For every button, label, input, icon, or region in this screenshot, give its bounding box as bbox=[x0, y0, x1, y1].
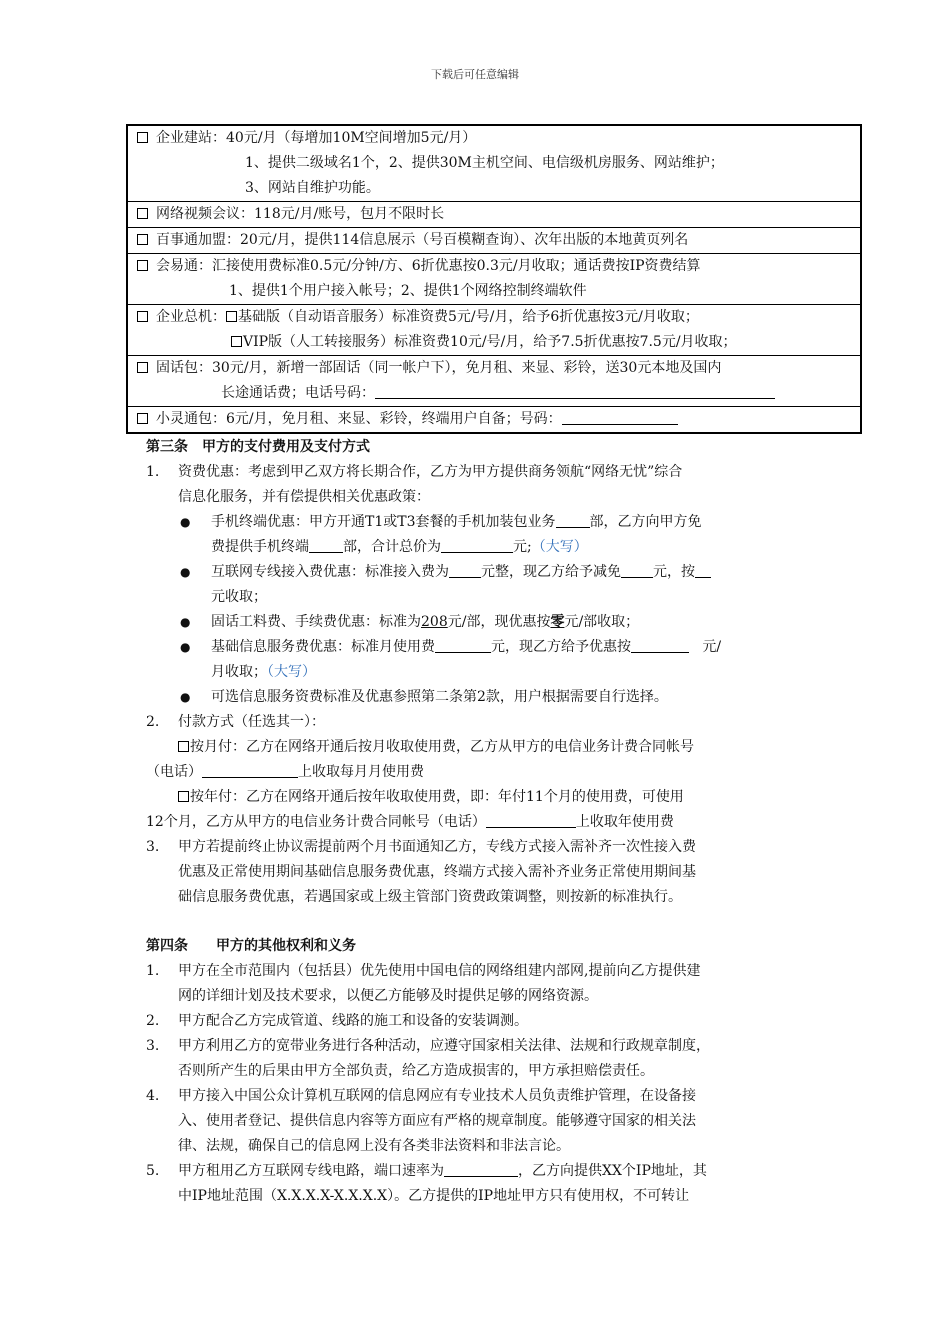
checkbox[interactable] bbox=[137, 234, 148, 245]
bullet-icon: ● bbox=[180, 690, 191, 704]
option-video-conference: 网络视频会议：118元/月/账号，包月不限时长 bbox=[128, 202, 860, 228]
bullet-item: ● 互联网专线接入费优惠：标准接入费为 元整，现乙方给予减免 元，按 bbox=[0, 560, 950, 585]
bullet-item: ● 可选信息服务资费标准及优惠参照第二条第2款，用户根据需要自行选择。 bbox=[0, 685, 950, 710]
checkbox[interactable] bbox=[137, 260, 148, 271]
bullet-item: ● 固话工料费、手续费优惠：标准为208元/部，现优惠按零元/部收取； bbox=[0, 610, 950, 635]
option-enterprise-site: 企业建站：40元/月（每增加10M空间增加5元/月） 1、提供二级域名1个，2、提供30M主机空间、电信级机房服务、网站维护； 3、网站自维护功能。 bbox=[128, 126, 860, 202]
checkbox-yearly[interactable] bbox=[178, 791, 189, 802]
page-header: 下载后可任意编辑 bbox=[431, 68, 519, 81]
bullet-item: ● 手机终端优惠：甲方开通T1或T3套餐的手机加装包业务 部，乙方向甲方免 bbox=[0, 510, 950, 535]
option-landline-pack: 固话包：30元/月，新增一部固话（同一帐户下），免月租、来显、彩铃，送30元本地及国内 长途通话费；电话号码： bbox=[128, 356, 860, 407]
option-phs-pack: 小灵通包：6元/月，免月租、来显、彩铃，终端用户自备；号码： bbox=[128, 407, 860, 432]
bullet-item: ● 基础信息服务费优惠：标准月使用费 元，现乙方给予优惠按 元/ bbox=[0, 635, 950, 660]
checkbox[interactable] bbox=[137, 132, 148, 143]
checkbox-monthly[interactable] bbox=[178, 741, 189, 752]
checkbox[interactable] bbox=[137, 362, 148, 373]
phone-number-blank[interactable] bbox=[375, 384, 775, 399]
option-baishitong: 百事通加盟：20元/月，提供114信息展示（号百模糊查询）、次年出版的本地黄页列名 bbox=[128, 228, 860, 254]
bullet-icon: ● bbox=[180, 640, 191, 654]
bullet-icon: ● bbox=[180, 615, 191, 629]
section-3-title: 第三条 甲方的支付费用及支付方式 bbox=[146, 439, 370, 455]
contract-body: 第三条 甲方的支付费用及支付方式 1. 资费优惠：考虑到甲乙双方将长期合作，乙方为甲方提供商务领航“网络无忧”综合 信息化服务，并有偿提供相关优惠政策： ● 手机终端优惠：甲方开通T1或T3套餐的手机加装包业务 部，乙方向甲方免 费提供手机终端 部，合计总价为 元;（大写） ● 互联网专线接入费优惠：标准接入费为 元整，现乙方给予减免 元，按 元收取； ● 固话工料费、手续费优惠：标准为208元/部，现优惠按零元/部收取； ● 基础信息服务费优惠：标准月使用费 元，现乙方给予优惠按 元/ 月收取；（大写） ● 可选信息服务资费标准及优惠参照第二条第2款，用户根据需要自行选择。 2. 付款方式（任选其一）： 按月付：乙方在网络开通后按月收取使用费，乙方从甲方的电信业务计费合同帐号 （电话） 上收取每月月使用费 按年付：乙方在网络开通后按年收取使用费，即：年付11个月的使用费，可使用 12个月，乙方从甲方的电信业务计费合同帐号（电话） 上收取年使用费 3. 甲方若提前终止协议需提前两个月书面通知乙方，专线方式接入需补齐一次性接入费 优惠及正常使用期间基础信息服务费优惠，终端方式接入需补齐业务正常使用期间基 础信息服务费优惠，若遇国家或上级主管部门资费政策调整，则按新的标准执行。 第四条 甲方的其他权利和义务 1. 甲方在全市范围内（包括县）优先使用中国电信的网络组建内部网,提前向乙方提供建 网的详细计划及技术要求，以便乙方能够及时提供足够的网络资源。 2. 甲方配合乙方完成管道、线路的施工和设备的安装调测。 3. 甲方利用乙方的宽带业务进行各种活动，应遵守国家相关法律、法规和行政规章制度， 否则所产生的后果由甲方全部负责，给乙方造成损害的，甲方承担赔偿责任。 4. 甲方接入中国公众计算机互联网的信息网应有专业技术人员负责维护管理，在设备接 入、使用者登记、提供信息内容等方面应有严格的规章制度。能够遵守国家的相关法 律、法规，确保自己的信息网上没有各类非法资料和非法言论。 5. 甲方租用乙方互联网专线电路，端口速率为 ，乙方向提供XX个IP地址，其 中IP地址范围（X.X.X.X-X.X.X.X）。乙方提供的IP地址甲方只有使用权，不可转让 bbox=[0, 435, 950, 1209]
checkbox[interactable] bbox=[137, 413, 148, 424]
section-4-title: 第四条 甲方的其他权利和义务 bbox=[146, 938, 356, 954]
checkbox[interactable] bbox=[137, 311, 148, 322]
number-blank[interactable] bbox=[562, 410, 678, 425]
checkbox-basic[interactable] bbox=[226, 311, 237, 322]
bullet-icon: ● bbox=[180, 515, 191, 529]
service-options-table bbox=[126, 124, 862, 434]
checkbox-vip[interactable] bbox=[231, 336, 242, 347]
option-huiyitong: 会易通：汇接使用费标准0.5元/分钟/方、6折优惠按0.3元/月收取；通话费按IP资费结算 1、提供1个用户接入帐号；2、提供1个网络控制终端软件 bbox=[128, 254, 860, 305]
bullet-icon: ● bbox=[180, 565, 191, 579]
checkbox[interactable] bbox=[137, 208, 148, 219]
option-enterprise-switchboard: 企业总机： 基础版（自动语音服务）标准资费5元/号/月，给予6折优惠按3元/月收取； VIP版（人工转接服务）标准资费10元/号/月，给予7.5折优惠按7.5元/月收取； bbox=[128, 305, 860, 356]
